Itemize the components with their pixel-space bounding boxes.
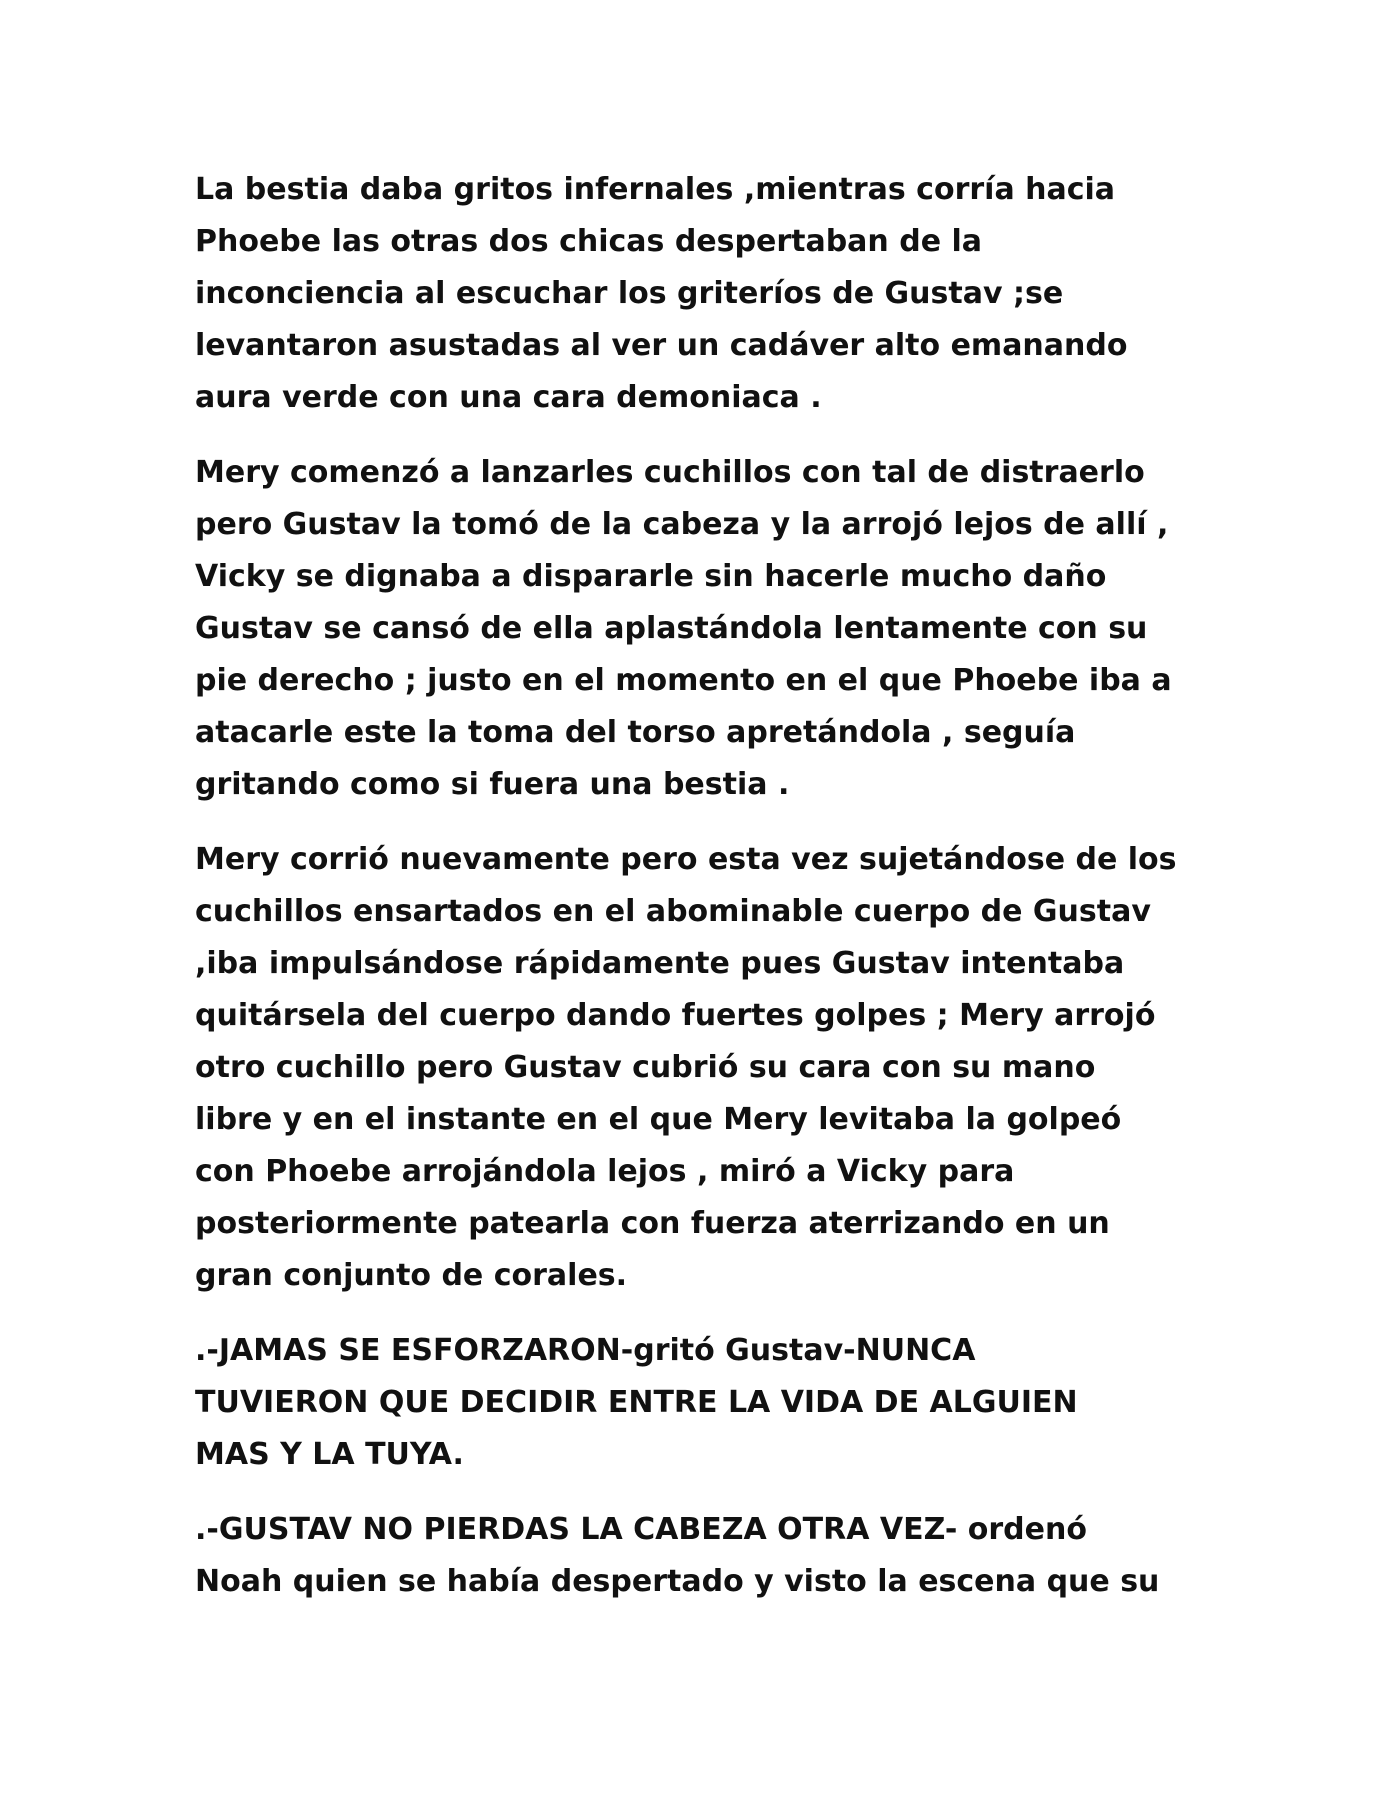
- text-line: Noah quien se había despertado y visto la escena que su: [195, 1564, 1160, 1599]
- text-line: posteriormente patearla con fuerza aterrizando en un: [195, 1206, 1110, 1241]
- paragraph-4: [195, 1325, 1255, 1481]
- text-line: atacarle este la toma del torso apretándola , seguía: [195, 715, 1076, 750]
- text-line: ,iba impulsándose rápidamente pues Gustav intentaba: [195, 946, 1125, 981]
- text-line: cuchillos ensartados en el abominable cuerpo de Gustav: [195, 894, 1151, 929]
- paragraph-5: [195, 1504, 1255, 1608]
- text-line: gran conjunto de corales.: [195, 1258, 628, 1293]
- text-line: quitársela del cuerpo dando fuertes golpes ; Mery arrojó: [195, 998, 1156, 1033]
- text-line: .-GUSTAV NO PIERDAS LA CABEZA OTRA VEZ- ordenó: [195, 1512, 1087, 1547]
- text-line: levantaron asustadas al ver un cadáver alto emanando: [195, 328, 1128, 363]
- text-line: libre y en el instante en el que Mery levitaba la golpeó: [195, 1102, 1122, 1137]
- text-line: Phoebe las otras dos chicas despertaban de la: [195, 224, 983, 259]
- text-line: aura verde con una cara demoniaca .: [195, 380, 822, 415]
- text-line: .-JAMAS SE ESFORZARON-gritó Gustav-NUNCA: [195, 1333, 976, 1368]
- text-line: pero Gustav la tomó de la cabeza y la arrojó lejos de allí ,: [195, 507, 1169, 542]
- text-line: Gustav se cansó de ella aplastándola lentamente con su: [195, 611, 1148, 646]
- text-line: La bestia daba gritos infernales ,mientras corría hacia: [195, 172, 1116, 207]
- text-line: Mery comenzó a lanzarles cuchillos con tal de distraerlo: [195, 455, 1145, 490]
- text-line: inconciencia al escuchar los griteríos de Gustav ;se: [195, 276, 1064, 311]
- text-line: Mery corrió nuevamente pero esta vez sujetándose de los: [195, 842, 1177, 877]
- text-line: gritando como si fuera una bestia .: [195, 767, 790, 802]
- text-line: Vicky se dignaba a dispararle sin hacerle mucho daño: [195, 559, 1107, 594]
- text-line: otro cuchillo pero Gustav cubrió su cara con su mano: [195, 1050, 1096, 1085]
- paragraph-3: [195, 834, 1255, 1302]
- paragraph-2: [195, 447, 1255, 811]
- text-line: con Phoebe arrojándola lejos , miró a Vicky para: [195, 1154, 1015, 1189]
- text-line: MAS Y LA TUYA.: [195, 1437, 464, 1472]
- text-line: TUVIERON QUE DECIDIR ENTRE LA VIDA DE ALGUIEN: [195, 1385, 1078, 1420]
- text-line: pie derecho ; justo en el momento en el que Phoebe iba a: [195, 663, 1172, 698]
- document-body: [195, 164, 1255, 1631]
- paragraph-1: [195, 164, 1255, 424]
